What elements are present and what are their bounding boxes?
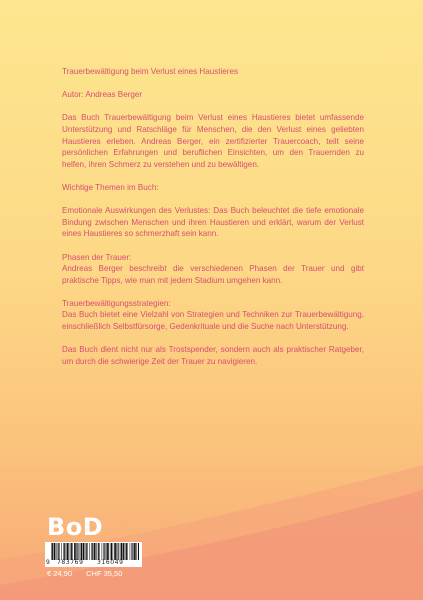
barcode-bar bbox=[81, 543, 83, 560]
barcode-bar bbox=[63, 543, 64, 560]
barcode-bar bbox=[86, 543, 87, 560]
author-line: Autor: Andreas Berger bbox=[62, 90, 143, 100]
publisher-logo: BoD bbox=[47, 513, 104, 541]
barcode-bar bbox=[72, 543, 73, 560]
barcode-bar bbox=[118, 543, 119, 560]
price-chf: CHF 35,50 bbox=[86, 569, 123, 578]
barcode-bar bbox=[116, 543, 117, 560]
barcode-bar bbox=[103, 543, 104, 560]
barcode-bar bbox=[80, 543, 81, 560]
barcode-bar bbox=[64, 543, 65, 560]
price-eur: € 24,90 bbox=[47, 569, 73, 578]
barcode-bar bbox=[131, 543, 132, 560]
blurb-text bbox=[62, 66, 364, 379]
barcode-bar bbox=[91, 543, 92, 560]
topic-emotional-paragraph: Emotionale Auswirkungen des Verlustes: Das Buch beleuchtet die tiefe emotionale Bindung zwischen Menschen und ihren Haustieren und erklärt, warum der Verlust eines Haustieres so schmerzhaft sein kann. bbox=[62, 206, 364, 239]
barcode-bar bbox=[111, 543, 112, 560]
intro-paragraph: Das Buch Trauerbewältigung beim Verlust eines Haustieres bietet umfassende Unterstützung und Ratschläge für Menschen, die den Verlust eines geliebten Haustieres erleben. Andreas Berger, ein zertifizierter Trauercoach, teilt seine persönlichen Erfahrungen und beruflichen Einsichten, um den Trauernden zu helfen, ihren Schmerz zu verstehen und zu bewältigen. bbox=[62, 113, 364, 169]
barcode-bar bbox=[104, 543, 105, 560]
barcode-bar bbox=[126, 543, 127, 560]
barcode-bar bbox=[90, 543, 91, 560]
price-line bbox=[47, 569, 122, 578]
barcode-bar bbox=[85, 543, 86, 560]
barcode-bar bbox=[125, 543, 126, 560]
isbn-digits bbox=[45, 559, 142, 567]
barcode-bar bbox=[138, 543, 139, 560]
barcode-bars bbox=[51, 543, 139, 560]
strategies-title: Trauerbewältigungsstrategien: bbox=[62, 298, 171, 308]
barcode-bar bbox=[123, 543, 124, 560]
barcode-bar bbox=[130, 543, 131, 560]
barcode-bar bbox=[94, 543, 96, 560]
barcode-bar bbox=[121, 543, 123, 560]
phases-text: Andreas Berger beschreibt die verschiedenen Phasen der Trauer und gibt praktische Tipps, wie man mit jedem Stadium umgehen kann. bbox=[62, 264, 364, 285]
barcode-bar bbox=[98, 543, 99, 560]
barcode-bar bbox=[136, 543, 137, 560]
barcode-bar bbox=[71, 543, 72, 560]
barcode-bar bbox=[92, 543, 93, 560]
barcode-bar bbox=[52, 543, 53, 560]
barcode-bar bbox=[127, 543, 128, 560]
barcode-bar bbox=[74, 543, 76, 560]
barcode-bar bbox=[106, 543, 107, 560]
barcode-bar bbox=[67, 543, 69, 560]
barcode-bar bbox=[61, 543, 62, 560]
barcode-bar bbox=[59, 543, 60, 560]
book-title-line: Trauerbewältigung beim Verlust eines Haustieres bbox=[62, 67, 239, 76]
barcode-bar bbox=[102, 543, 103, 560]
strategies-text: Das Buch bietet eine Vielzahl von Strategien und Techniken zur Trauerbewältigung, einschließlich Selbstfürsorge, Gedenkrituale und die Suche nach Unterstützung. bbox=[62, 310, 364, 332]
isbn-digit-lead: 9 bbox=[46, 559, 50, 566]
topic-strategies-paragraph bbox=[62, 298, 364, 333]
closing-paragraph: Das Buch dient nicht nur als Trostspender, sondern auch als praktischer Ratgeber, um durch die schwierige Zeit der Trauer zu navigieren. bbox=[62, 345, 364, 366]
topic-phases-paragraph bbox=[62, 252, 364, 287]
barcode-bar bbox=[66, 543, 67, 560]
barcode-bar bbox=[114, 543, 116, 560]
barcode-bar bbox=[96, 543, 97, 560]
barcode-bar bbox=[110, 543, 111, 560]
barcode-bar bbox=[77, 543, 78, 560]
barcode-bar bbox=[58, 543, 59, 560]
barcode-bar bbox=[54, 543, 56, 560]
barcode-bar bbox=[76, 543, 77, 560]
topics-heading: Wichtige Themen im Buch: bbox=[62, 182, 159, 192]
isbn-digits-right: 316049 bbox=[97, 559, 124, 566]
barcode-bar bbox=[70, 543, 71, 560]
barcode-bar bbox=[87, 543, 88, 560]
barcode-bar bbox=[83, 543, 84, 560]
barcode-bar bbox=[56, 543, 57, 560]
barcode-bar bbox=[107, 543, 109, 560]
barcode-bar bbox=[51, 543, 52, 560]
isbn-barcode bbox=[45, 542, 142, 567]
barcode-bar bbox=[113, 543, 114, 560]
barcode-bar bbox=[99, 543, 100, 560]
barcode-bar bbox=[132, 543, 133, 560]
barcode-bar bbox=[134, 543, 136, 560]
barcode-bar bbox=[120, 543, 121, 560]
phases-title: Phasen der Trauer: bbox=[62, 252, 132, 262]
isbn-digits-left: 783769 bbox=[57, 559, 84, 566]
